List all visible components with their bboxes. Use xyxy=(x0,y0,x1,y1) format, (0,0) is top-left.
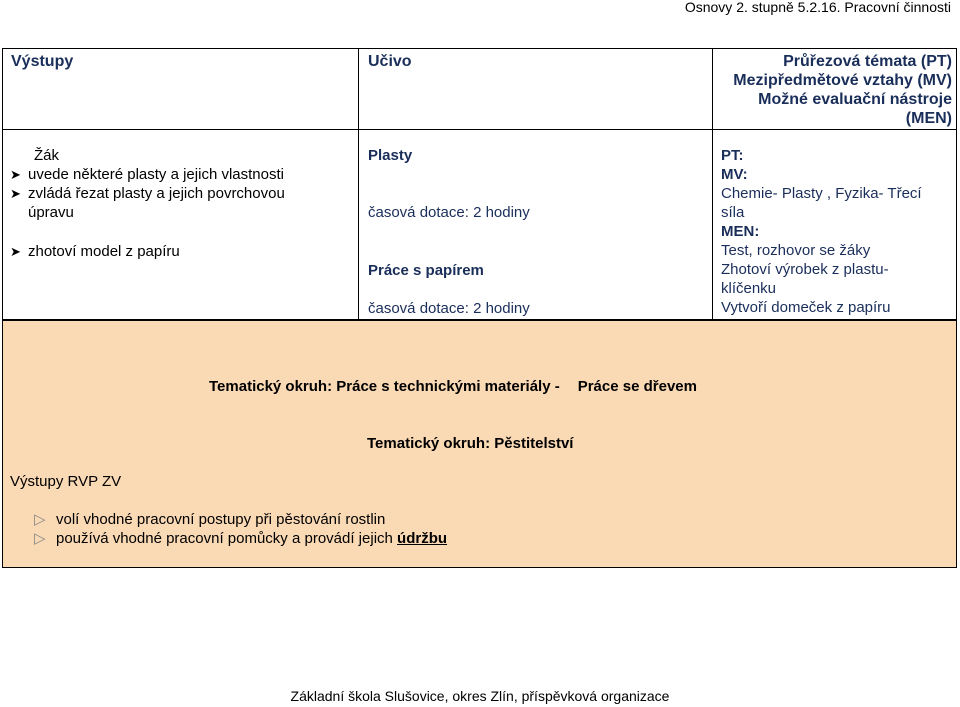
mv-text: Chemie- Plasty , Fyzika- Třecí xyxy=(721,185,922,202)
table-body-row xyxy=(3,129,956,319)
list-item: ▷ používá vhodné pracovní pomůcky a provádí jejich údržbu xyxy=(34,530,448,547)
col-header-curriculum: Učivo xyxy=(368,53,412,70)
thematic-heading: Tematický okruh: Pěstitelství xyxy=(367,435,574,452)
list-item: ➤ zhotoví model z papíru xyxy=(10,243,180,260)
men-line: klíčenku xyxy=(721,280,777,297)
col3-header-line: Průřezová témata (PT) xyxy=(783,53,952,70)
topic-title: Práce s papírem xyxy=(368,262,484,279)
hollow-triangle-icon: ▷ xyxy=(34,511,46,528)
table-header-row xyxy=(3,49,956,130)
arrowhead-icon: ➤ xyxy=(10,167,21,182)
mv-label: MV: xyxy=(721,166,748,183)
col3-header-line: (MEN) xyxy=(905,110,952,127)
arrowhead-icon: ➤ xyxy=(10,244,21,259)
list-item-continuation: úpravu xyxy=(28,204,74,221)
page-header: Osnovy 2. stupně 5.2.16. Pracovní činnosti xyxy=(684,0,951,15)
topic-title: Plasty xyxy=(368,147,413,164)
men-line: Test, rozhovor se žáky xyxy=(721,242,871,259)
topic-time: časová dotace: 2 hodiny xyxy=(368,204,530,221)
list-item: ▷ volí vhodné pracovní postupy při pěstování rostlin xyxy=(34,511,386,528)
men-line: Vytvoří domeček z papíru xyxy=(721,299,891,316)
page-footer: Základní škola Slušovice, okres Zlín, příspěvková organizace xyxy=(290,688,670,704)
pt-label: PT: xyxy=(721,147,744,164)
men-line: Zhotoví výrobek z plastu- xyxy=(721,261,889,278)
col-header-cross-topics xyxy=(733,52,952,128)
men-label: MEN: xyxy=(721,223,760,240)
thematic-section xyxy=(2,320,957,568)
list-item: ➤ zvládá řezat plasty a jejich povrchovou xyxy=(10,185,285,202)
curriculum-table xyxy=(2,48,957,320)
mv-text: síla xyxy=(721,204,745,221)
thematic-heading: Tematický okruh: Práce s technickými materiály - Práce se dřevem xyxy=(209,378,697,395)
col3-header-line: Mezipředmětové vztahy (MV) xyxy=(733,72,952,89)
col-header-outputs: Výstupy xyxy=(11,53,74,70)
arrowhead-icon: ➤ xyxy=(10,186,21,201)
rvp-label: Výstupy RVP ZV xyxy=(10,473,122,490)
outputs-intro: Žák xyxy=(34,147,60,164)
col3-header-line: Možné evaluační nástroje xyxy=(758,91,952,108)
hollow-triangle-icon: ▷ xyxy=(34,530,46,547)
list-item: ➤ uvede některé plasty a jejich vlastnosti xyxy=(10,166,284,183)
topic-time: časová dotace: 2 hodiny xyxy=(368,300,530,317)
